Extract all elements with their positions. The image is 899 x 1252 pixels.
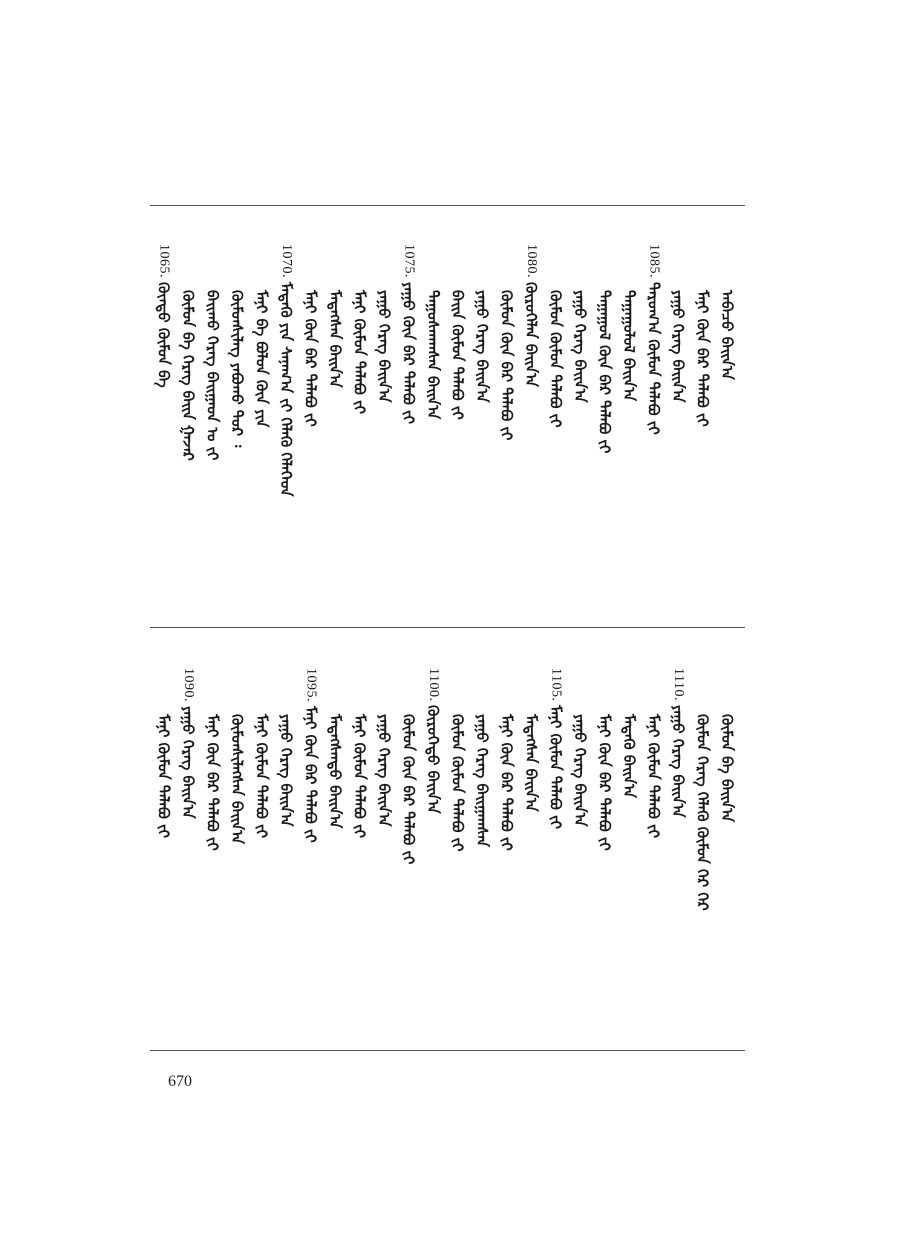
verse-text: ᠬᠦᠮᠦᠨ ᠪᠡ ᠬᠡᠷᠡᠭ ᠪᠠᠢᠨ ᠭᠠᠵᠠᠷ — [179, 290, 197, 461]
line-number: 1100. — [426, 668, 441, 702]
verse-column — [153, 668, 175, 838]
verse-text: ᠬᠦᠮᠦᠨ ᠬᠦᠨ ᠪᠡᠷ ᠲᠠᠯᠠᠪᠤ ᠶ᠋ᠢ — [497, 290, 516, 441]
line-number: 1070. — [279, 244, 294, 278]
verse-text: ᠮᠠᠨᠢ ᠬᠦᠮᠦᠨ ᠲᠠᠯᠠᠪᠤ ᠶ᠋ᠢ — [252, 714, 271, 838]
verse-column — [251, 668, 273, 838]
verse-column — [275, 668, 297, 827]
verse-text: ᠮᠠᠨᠢ ᠬᠦᠨ ᠪᠡᠷ ᠲᠠᠯᠠᠪᠤ ᠶ᠋ᠢ — [203, 714, 222, 851]
verse-text: ᠬᠦᠷᠦᠭᠡᠯᠡᠨ ᠪᠠᠢᠨ᠎ᠠ — [522, 282, 540, 387]
verse-column — [373, 244, 395, 403]
verse-text: ᠳᠠᠷᠤᠭ᠎ᠠ ᠬᠦᠮᠦᠨ ᠲᠠᠯᠠᠪᠤ ᠶ᠋ᠢ — [644, 282, 663, 435]
verse-text: ᠮᠠᠨᠢ ᠬᠦᠮᠦᠨ ᠲᠠᠯᠠᠪᠤ ᠶ᠋ᠢ — [350, 714, 369, 838]
verse-column — [520, 244, 542, 387]
verse-text: ᠶᠠᠭᠤ ᠬᠡᠷᠡᠭ ᠪᠠᠢᠨ᠎ᠠ — [375, 290, 393, 403]
verse-text: ᠶᠠᠭᠤ ᠬᠡᠷᠡᠭ ᠪᠠᠢᠨ᠎ᠠ — [375, 714, 393, 827]
verse-column — [496, 244, 518, 440]
verse-text: ᠬᠦᠮᠦᠨ ᠪᠡ ᠪᠠᠢᠨ᠎ᠠ — [718, 714, 736, 823]
verse-column — [545, 668, 567, 829]
verse-text: ᠠᠪᠠᠴᠤ ᠪᠠᠢᠨ᠎ᠠ — [718, 290, 736, 380]
verse-column — [569, 668, 591, 827]
verse-column — [226, 244, 248, 447]
verse-column — [594, 244, 616, 453]
verse-column — [324, 244, 346, 388]
bottom-rule — [150, 1050, 745, 1051]
verse-column — [226, 668, 248, 844]
verse-text: ᠮᠠᠨᠢ ᠬᠦᠨ ᠪᠡᠷ ᠲᠠᠯᠠᠪᠤ ᠶ᠋ᠢ — [497, 714, 516, 851]
line-number: 1095. — [303, 668, 319, 702]
verse-column — [667, 244, 689, 403]
verse-column — [692, 668, 714, 911]
verse-text: ᠳᠠᠭᠠᠭᠤᠯᠤᠯ ᠪᠠᠢᠨ᠎ᠠ — [620, 290, 638, 402]
verse-column — [716, 244, 738, 380]
verse-text: ᠳᠠᠭᠤᠰᠬᠠᠭᠰᠠᠨ ᠪᠠᠢᠨ᠎ᠠ — [424, 290, 442, 420]
verse-text: ᠬᠦᠨᠳᠦ ᠬᠦᠮᠦᠨ ᠪᠡ — [154, 282, 173, 388]
verse-text: ᠳᠠᠭᠠᠭᠤᠯ ᠬᠦᠨ ᠪᠡᠷ ᠲᠠᠯᠠᠪᠤ ᠶ᠋ᠢ — [595, 290, 614, 454]
verse-column — [716, 668, 738, 822]
verse-text: ᠮᠡᠳᠡᠭᠰᠡᠨ ᠪᠠᠢᠨ᠎ᠠ — [326, 290, 344, 388]
verse-column — [496, 668, 518, 851]
verse-column — [447, 244, 469, 420]
top-rule — [150, 205, 745, 206]
verse-text: ᠶᠠᠭᠤ ᠬᠦᠨ ᠪᠡᠷ ᠲᠠᠯᠠᠪᠤ ᠶ᠋ᠢ — [399, 282, 418, 424]
verse-column — [692, 244, 714, 427]
verse-column — [177, 668, 199, 819]
verse-text: ᠪᠠᠢᠬᠤ ᠬᠡᠷᠡᠭ ᠪᠠᠢᠭᠠᠳ ᠣ ᠶ᠋ᠢ — [203, 290, 222, 461]
line-number: 1105. — [548, 668, 564, 702]
verse-text: ᠶᠠᠭᠤ ᠬᠡᠷᠡᠭ ᠪᠠᠢᠨ᠎ᠠ — [473, 290, 491, 403]
line-number: 1065. — [156, 244, 172, 278]
verse-text: ᠮᠡᠳᠡᠭᠰᠡᠨᠳᠦ ᠪᠠᠢᠨ᠎ᠠ — [326, 714, 344, 829]
verse-text: ᠪᠠᠢᠨ ᠬᠦᠮᠦᠨ ᠲᠠᠯᠠᠪᠤ ᠶ᠋ᠢ — [448, 290, 467, 420]
verse-column — [643, 244, 665, 435]
verse-text: ᠮᠠᠨᠢ ᠬᠦᠮᠦᠨ ᠲᠠᠯᠠᠪᠤ ᠶ᠋ᠢ — [154, 714, 173, 838]
verse-text: ᠶᠠᠭᠤ ᠬᠡᠷᠡᠭ ᠪᠠᠢᠨ᠎ᠠ — [571, 290, 589, 403]
verse-text: ᠬᠦᠮᠦᠨ ᠬᠦᠮᠦᠨ ᠲᠠᠯᠠᠪᠤ ᠶ᠋ᠢ — [448, 714, 467, 852]
middle-rule — [150, 627, 745, 628]
verse-text: ᠮᠠᠨᠢ ᠬᠦᠨ ᠪᠡᠷ ᠲᠠᠯᠠᠪᠤ ᠶ᠋ᠢ — [301, 290, 320, 427]
verse-column — [618, 668, 640, 798]
verse-text: ᠮᠠᠨᠢ ᠬᠦᠮᠦᠨ ᠲᠠᠯᠠᠪᠤ ᠶ᠋ᠢ — [644, 714, 663, 838]
verse-text: ᠬᠦᠮᠦᠨ ᠬᠦᠮᠦᠨ ᠲᠠᠯᠠᠪᠤ ᠶ᠋ᠢ — [546, 290, 565, 428]
verse-text: ᠮᠠᠨᠢ ᠬᠦᠨ ᠪᠡᠷ ᠲᠠᠯᠠᠪᠤ ᠶ᠋ᠢ — [693, 290, 712, 427]
verse-column — [373, 668, 395, 827]
verse-column — [324, 668, 346, 828]
verse-column — [177, 244, 199, 461]
verse-column — [471, 244, 493, 403]
page-number: 670 — [168, 1073, 192, 1090]
verse-column — [618, 244, 640, 401]
verse-column — [251, 244, 273, 427]
verse-column — [422, 668, 444, 814]
verse-column — [349, 668, 371, 838]
verse-text: ᠬᠦᠮᠦᠨᠰᠢᠯᠡᠭ ᠶᠠᠪᠤᠬᠤ ᠳᠤᠷ ᠄ — [228, 290, 246, 448]
verse-column — [202, 244, 224, 460]
verse-text: ᠮᠠᠨᠢ ᠬᠦᠨ ᠪᠡᠷ ᠲᠠᠯᠠᠪᠤ ᠶ᠋ᠢ — [595, 714, 614, 851]
verse-text: ᠶᠠᠭᠤ ᠬᠡᠷᠡᠭ ᠪᠠᠢᠨ᠎ᠠ — [571, 714, 589, 827]
line-number: 1085. — [646, 244, 662, 278]
verse-column — [349, 244, 371, 414]
verse-column — [275, 244, 297, 497]
verse-text: ᠶᠠᠭᠤ ᠬᠡᠷᠡᠭ ᠪᠠᠢᠨ᠎ᠠ — [669, 704, 687, 818]
verse-column — [569, 244, 591, 403]
line-number: 1080. — [524, 244, 539, 278]
verse-text: ᠮᠠᠨᠢ ᠬᠦᠮᠦᠨ ᠲᠠᠯᠠᠪᠤ ᠶ᠋ᠢ — [546, 705, 565, 830]
verse-column — [643, 668, 665, 838]
verse-text: ᠮᠡᠳᠡᠭᠰᠡᠨ ᠪᠠᠢᠨ᠎ᠠ — [522, 714, 540, 812]
verse-text: ᠮᠠᠨᠢ ᠬᠦᠮᠦᠨ ᠲᠠᠯᠠᠪᠤ ᠶ᠋ᠢ — [350, 290, 369, 414]
verse-text: ᠶᠠᠭᠤ ᠬᠡᠷᠡᠭ ᠪᠠᠢᠨ᠎ᠠ — [277, 714, 295, 827]
verse-text: ᠬᠦᠷᠦᠭᠡᠳᠦ ᠪᠠᠢᠨ᠎ᠠ — [424, 705, 442, 815]
line-number: 1110. — [671, 668, 686, 701]
verse-column — [202, 668, 224, 851]
verse-column — [545, 244, 567, 428]
verse-column — [300, 244, 322, 427]
verse-text: ᠶᠠᠭᠤ ᠬᠡᠷᠡᠭ ᠪᠠᠢᠨ᠎ᠠ — [669, 290, 687, 403]
line-number: 1075. — [401, 244, 417, 278]
verse-text: ᠬᠦᠮᠦᠨ ᠬᠡᠷᠡᠭ ᠬᠡᠯᠡᠬᠦ ᠬᠦᠮᠦᠨ ᠬᠡᠷ ᠬᠡᠷ — [693, 714, 712, 911]
verse-column — [447, 668, 469, 852]
verse-column — [471, 668, 493, 847]
verse-text: ᠶᠠᠭᠤ ᠬᠡᠷᠡᠭ ᠪᠠᠢᠨ᠎ᠠ — [179, 706, 197, 819]
verse-column — [594, 668, 616, 851]
verse-column — [398, 668, 420, 864]
verse-column — [153, 244, 175, 388]
verse-text: ᠶᠠᠭᠤ ᠬᠡᠷᠡᠭ ᠪᠠᠢᠭᠠᠭᠰᠠᠨ — [473, 714, 491, 847]
verse-text: ᠮᠡᠳᠡᠬᠦ ᠶᠢᠨ ᠰᠠᠨᠠᠭ᠎ᠠ ᠶ᠋ᠢ ᠬᠡᠯᠡᠬᠦ ᠬᠡᠯᠡᠭᠡᠳ — [277, 282, 295, 497]
verse-text: ᠮᠡᠳᠡᠬᠦ ᠪᠠᠢᠨ᠎ᠠ — [620, 714, 638, 798]
verse-text: ᠬᠦᠮᠦᠨᠰᠢᠯᠡᠭᠰᠡᠨ ᠪᠠᠢᠨ᠎ᠠ — [228, 714, 246, 845]
verse-text: ᠬᠦᠮᠦᠨ ᠬᠦᠨ ᠪᠡᠷ ᠲᠠᠯᠠᠪᠤ ᠶ᠋ᠢ — [399, 714, 418, 865]
verse-column — [520, 668, 542, 812]
verse-column — [422, 244, 444, 419]
verse-text: ᠮᠠᠨᠢ ᠬᠦᠨ ᠪᠡᠷ ᠲᠠᠯᠠᠪᠤ ᠶ᠋ᠢ — [301, 706, 320, 843]
verse-text: ᠮᠠᠨᠢ ᠪᠡ ᠪᠤᠯᠤᠨ ᠬᠦᠨ ᠶᠢᠨ — [252, 290, 271, 428]
verse-column — [398, 244, 420, 424]
line-number: 1090. — [181, 668, 196, 702]
verse-column — [300, 668, 322, 843]
verse-column — [667, 668, 689, 818]
